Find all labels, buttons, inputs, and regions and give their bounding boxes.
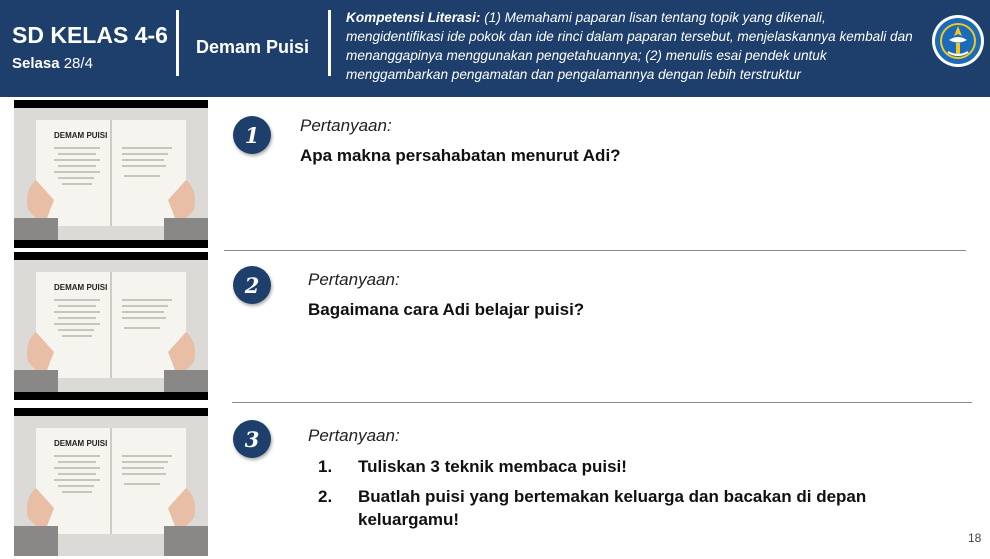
separator-line [224,250,966,251]
book-title-text: DEMAM PUISI [54,131,108,140]
book-title-text: DEMAM PUISI [54,283,108,292]
book-thumbnail [14,252,208,400]
book-thumbnail [14,408,208,556]
grade-label: SD KELAS 4-6 [12,22,168,48]
question-label: Pertanyaan: [308,426,400,445]
question-number-badge: 3 [233,420,271,458]
topic-title: Demam Puisi [196,37,310,57]
question-number-badge: 2 [233,266,271,304]
date-label: Selasa 28/4 [12,55,93,72]
list-item: 1. Tuliskan 3 teknik membaca puisi! [318,457,627,476]
tut-wuri-handayani-logo [931,14,985,68]
list-item: 2. Buatlah puisi yang bertemakan keluarga dan bacakan di depan keluargamu! [318,487,867,529]
task-list [318,455,918,538]
divider [328,10,331,76]
book-thumbnail [14,100,208,248]
question-label: Pertanyaan: [300,116,392,135]
question-text: Apa makna persahabatan menurut Adi? [300,146,621,165]
question-number-badge: 1 [233,116,271,154]
separator-line [232,402,972,403]
page-number: 18 [968,531,982,545]
header-bar [0,0,990,97]
question-text: Bagaimana cara Adi belajar puisi? [308,300,585,319]
book-title-text: DEMAM PUISI [54,439,108,448]
divider [176,10,179,76]
question-label: Pertanyaan: [308,270,400,289]
competency-text: Kompetensi Literasi: (1) Memahami paparan lisan tentang topik yang dikenali, mengidentifikasi ide pokok dan ide rinci dalam paparan tersebut, menjelaskannya kembali dan menanggapinya menggunakan pengetahuannya; (2) menulis esai pendek untuk menggambarkan pengamatan dan pengalamannya dengan lebih terstruktur [346,10,913,82]
